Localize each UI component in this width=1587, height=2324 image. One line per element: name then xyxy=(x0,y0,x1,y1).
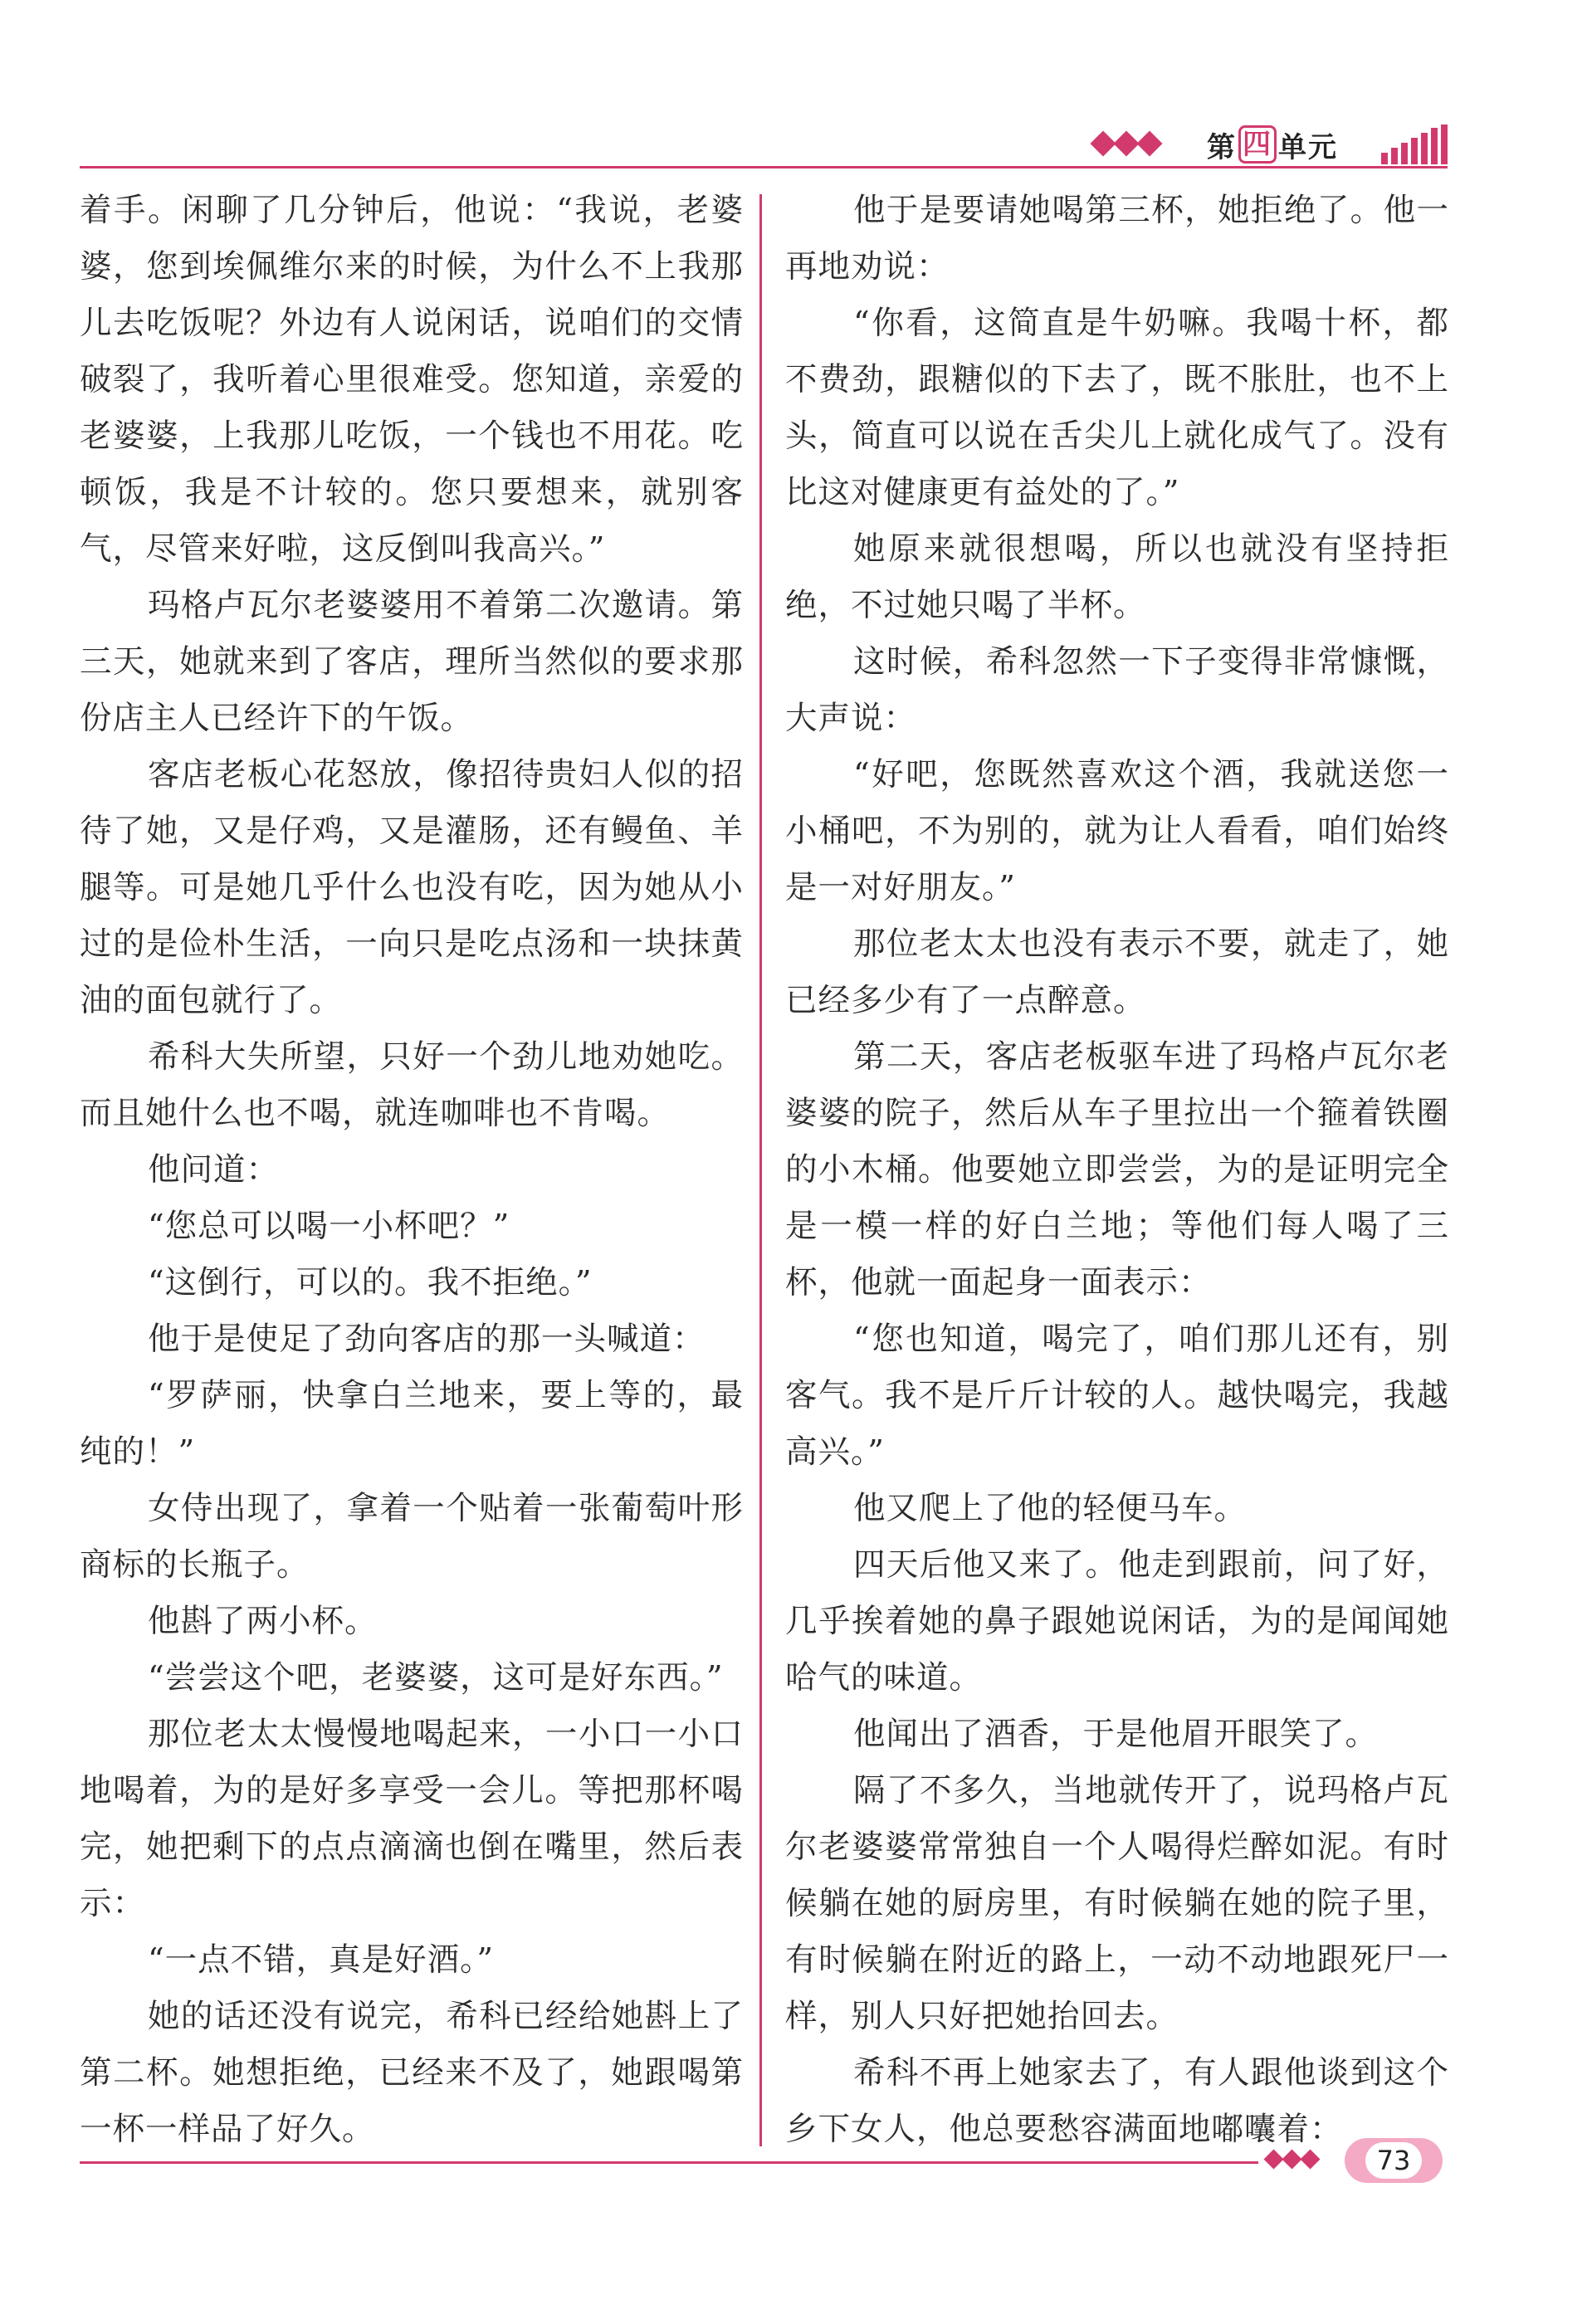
paragraph: 隔了不多久，当地就传开了，说玛格卢瓦尔老婆婆常常独自一个人喝得烂醉如泥。有时候躺在她的厨房里，有时候躺在她的院子里，有时候躺在附近的路上，一动不动地跟死尸一样，别人只好把她抬回去。 xyxy=(785,1772,1449,2035)
diamond-icon xyxy=(1136,130,1162,156)
paragraph: 他闻出了酒香，于是他眉开眼笑了。 xyxy=(853,1716,1379,1753)
diamond-icon xyxy=(1282,2149,1301,2169)
paragraph: “您也知道，喝完了，咱们那儿还有，别客气。我不是斤斤计较的人。越快喝完，我越高兴。” xyxy=(785,1321,1449,1471)
paragraph: “罗萨丽，快拿白兰地来，要上等的，最纯的！” xyxy=(80,1377,744,1471)
unit-title xyxy=(1207,124,1338,164)
column-divider xyxy=(759,194,762,2146)
signal-bars-icon xyxy=(1381,124,1451,164)
paragraph: 他于是要请她喝第三杯，她拒绝了。他一再地劝说： xyxy=(785,192,1449,286)
paragraph: “你看，这简直是牛奶嘛。我喝十杯，都不费劲，跟糖似的下去了，既不胀肚，也不上头，简直可以说在舌尖儿上就化成气了。没有比这对健康更有益处的了。” xyxy=(785,305,1449,511)
diamond-icon xyxy=(1300,2149,1320,2169)
footer-diamond-ornament xyxy=(1267,2152,1317,2166)
unit-title-prefix: 第 xyxy=(1207,130,1237,164)
paragraph: 这时候，希科忽然一下子变得非常慷慨，大声说： xyxy=(785,643,1449,737)
unit-title-suffix: 单元 xyxy=(1278,130,1338,164)
diamond-icon xyxy=(1113,130,1139,156)
paragraph: 她的话还没有说完，希科已经给她斟上了第二杯。她想拒绝，已经来不及了，她跟喝第一杯一样品了好久。 xyxy=(80,1998,744,2148)
paragraph: 第二天，客店老板驱车进了玛格卢瓦尔老婆婆的院子，然后从车子里拉出一个箍着铁圈的小木桶。他要她立即尝尝，为的是证明完全是一模一样的好白兰地；等他们每人喝了三杯，他就一面起身一面表示： xyxy=(785,1038,1449,1301)
paragraph: 希科大失所望，只好一个劲儿地劝她吃。而且她什么也不喝，就连咖啡也不肯喝。 xyxy=(80,1038,744,1132)
paragraph: “一点不错，真是好酒。” xyxy=(148,1941,495,1979)
diamond-icon xyxy=(1263,2149,1283,2169)
paragraph: 她原来就很想喝，所以也就没有坚持拒绝，不过她只喝了半杯。 xyxy=(785,530,1449,624)
paragraph: “这倒行，可以的。我不拒绝。” xyxy=(148,1264,593,1301)
header-rule xyxy=(80,166,1448,168)
paragraph: 客店老板心花怒放，像招待贵妇人似的招待了她，又是仔鸡，又是灌肠，还有鳗鱼、羊腿等。可是她几乎什么也没有吃，因为她从小过的是俭朴生活，一向只是吃点汤和一块抹黄油的面包就行了。 xyxy=(80,756,744,1019)
header-diamond-ornament xyxy=(1094,134,1159,153)
paragraph: 他斟了两小杯。 xyxy=(148,1603,378,1640)
unit-number-box: 四 xyxy=(1238,125,1277,164)
page-number-badge xyxy=(1345,2138,1443,2183)
paragraph: 那位老太太慢慢地喝起来，一小口一小口地喝着，为的是好多享受一会儿。等把那杯喝完，她把剩下的点点滴滴也倒在嘴里，然后表示： xyxy=(80,1716,744,1922)
paragraph: 那位老太太也没有表示不要，就走了，她已经多少有了一点醉意。 xyxy=(785,925,1449,1019)
paragraph: “好吧，您既然喜欢这个酒，我就送您一小桶吧，不为别的，就为让人看看，咱们始终是一对好朋友。” xyxy=(785,756,1449,906)
paragraph: 他又爬上了他的轻便马车。 xyxy=(853,1490,1248,1527)
paragraph: 他问道： xyxy=(148,1151,280,1189)
right-text-column xyxy=(785,183,1449,2158)
diamond-icon xyxy=(1090,130,1116,156)
paragraph: 玛格卢瓦尔老婆婆用不着第二次邀请。第三天，她就来到了客店，理所当然似的要求那份店主人已经许下的午饭。 xyxy=(80,587,744,737)
page-number: 73 xyxy=(1365,2142,1423,2179)
paragraph: “您总可以喝一小杯吧？” xyxy=(148,1208,510,1245)
paragraph: 希科不再上她家去了，有人跟他谈到这个乡下女人，他总要愁容满面地嘟囔着： xyxy=(785,2054,1449,2148)
footer-rule xyxy=(80,2161,1258,2164)
left-text-column xyxy=(80,183,744,2158)
paragraph: 他于是使足了劲向客店的那一头喊道： xyxy=(148,1321,706,1358)
paragraph: 女侍出现了，拿着一个贴着一张葡萄叶形商标的长瓶子。 xyxy=(80,1490,744,1584)
paragraph: 四天后他又来了。他走到跟前，问了好，几乎挨着她的鼻子跟她说闲话，为的是闻闻她哈气的味道。 xyxy=(785,1546,1449,1697)
paragraph: 着手。闲聊了几分钟后，他说：“我说，老婆婆，您到埃佩维尔来的时候，为什么不上我那儿去吃饭呢？外边有人说闲话，说咱们的交情破裂了，我听着心里很难受。您知道，亲爱的老婆婆，上我那儿吃饭，一个钱也不用花。吃顿饭，我是不计较的。您只要想来，就别客气，尽管来好啦，这反倒叫我高兴。” xyxy=(80,192,744,568)
paragraph: “尝尝这个吧，老婆婆，这可是好东西。” xyxy=(148,1659,724,1697)
